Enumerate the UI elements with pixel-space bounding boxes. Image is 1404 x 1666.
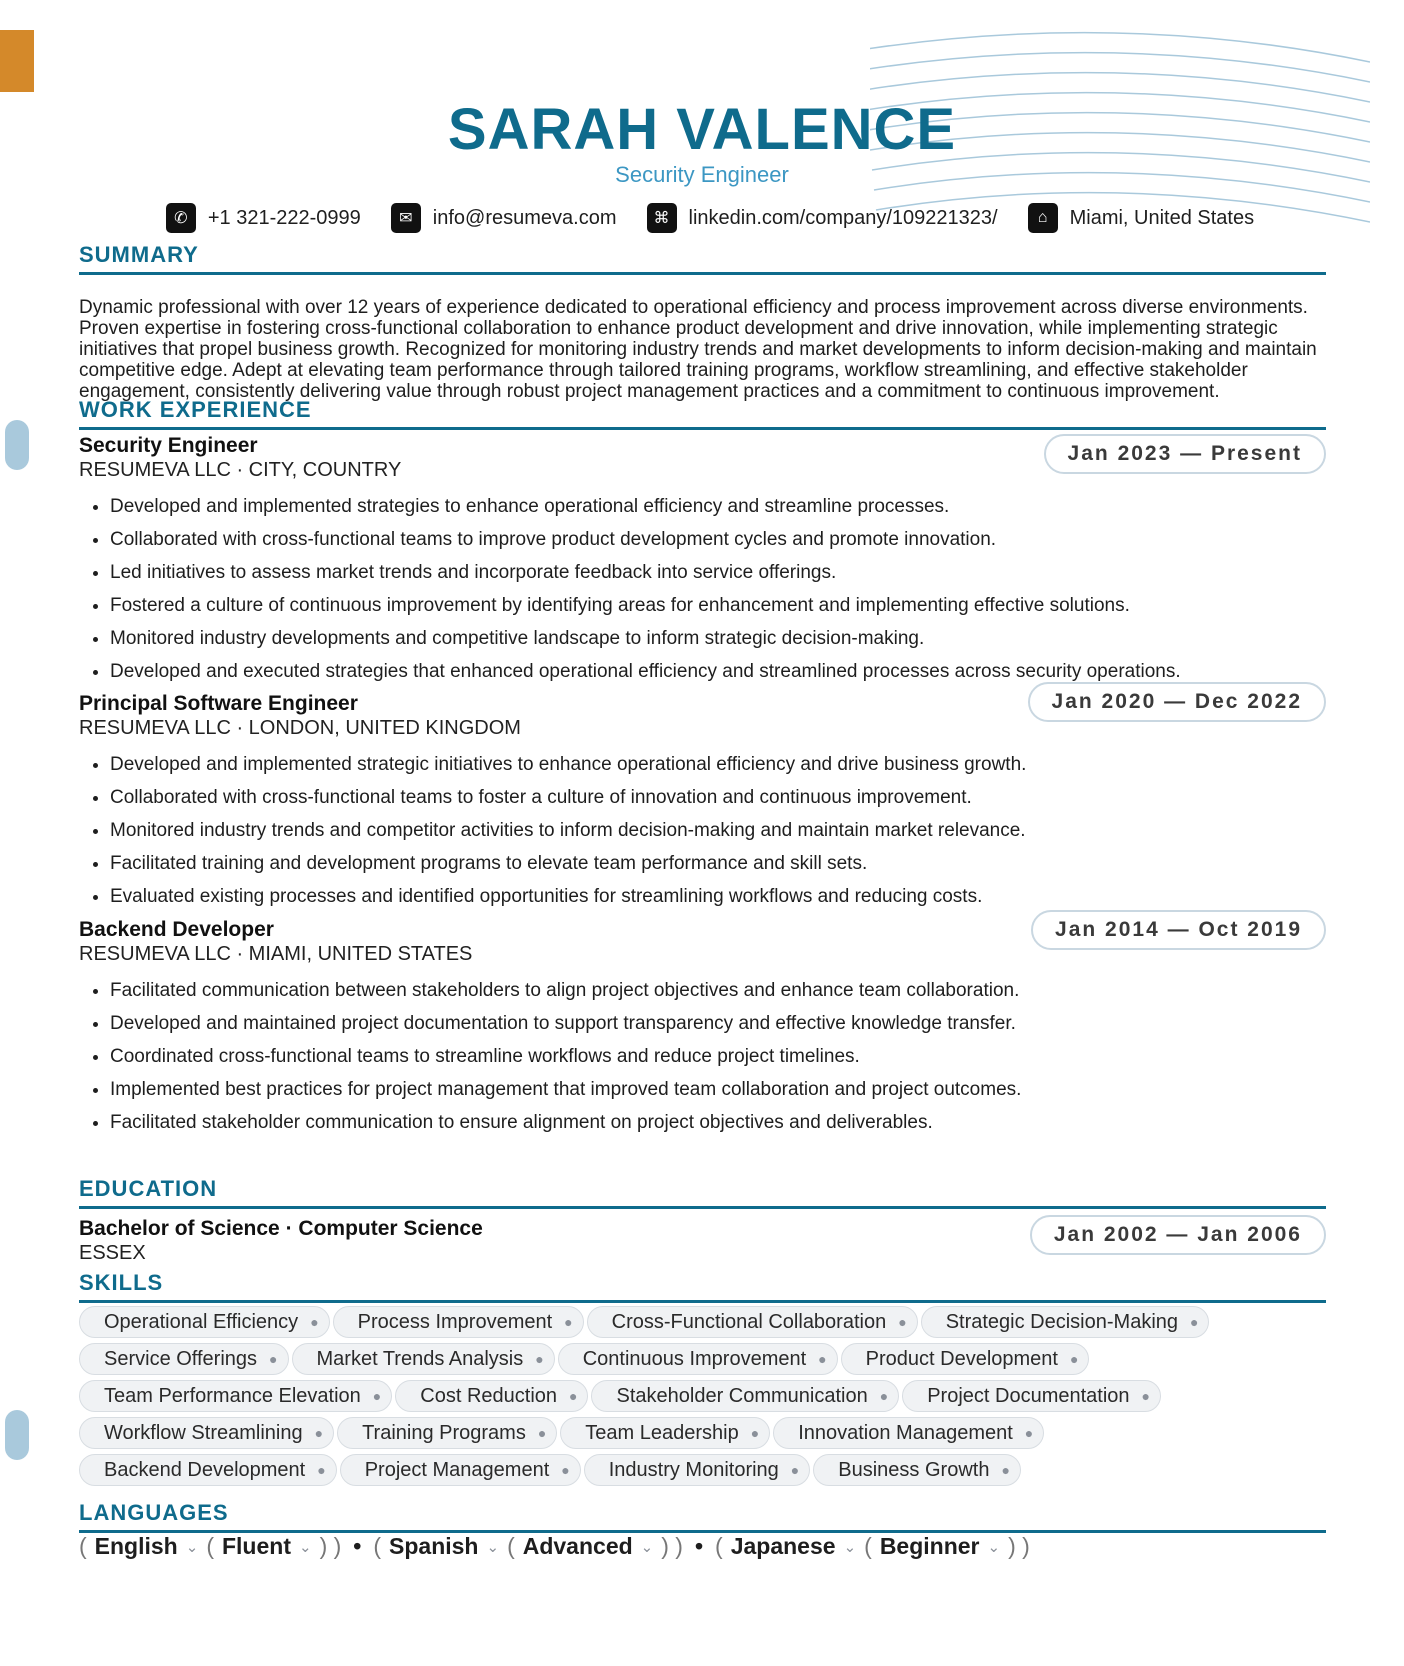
bullet-item: • Evaluated existing processes and identified opportunities for streamlining workflows and reducing costs. bbox=[110, 880, 1326, 913]
skill-label: Continuous Improvement bbox=[582, 1347, 807, 1370]
skill-chip bbox=[587, 1306, 918, 1338]
language-level: Advanced bbox=[522, 1533, 633, 1559]
bullet-item: • Collaborated with cross-functional teams to improve product development cycles and promote innovation. bbox=[110, 523, 1326, 556]
skill-label: Backend Development bbox=[104, 1458, 306, 1481]
skill-label: Strategic Decision-Making bbox=[945, 1310, 1179, 1333]
dot-icon: ● bbox=[564, 1314, 573, 1330]
chevron-down-icon: ⌄ bbox=[843, 1538, 857, 1556]
chevron-down-icon: ⌄ bbox=[640, 1538, 654, 1556]
summary-text: Dynamic professional with over 12 years of experience dedicated to operational efficiency and process improvement across diverse environments. Proven expertise in fostering cross-functional collaboration to enhance product development and drive innovation, while implementing strategic initiatives that propel business growth. Recognized for monitoring industry trends and market developments to inform decision-making and maintain competitive edge. Adept at elevating team performance through tailored training programs, workflow streamlining, and effective stakeholder engagement, consistently delivering value through robust project management practices and a commitment to continuous improvement. bbox=[79, 297, 1317, 402]
bullet-item: • Facilitated training and development programs to elevate team performance and skill sets. bbox=[110, 847, 1326, 880]
skill-label: Market Trends Analysis bbox=[316, 1347, 524, 1370]
section-title-skills: SKILLS bbox=[79, 1270, 1326, 1303]
skill-chip bbox=[79, 1454, 337, 1486]
skill-label: Training Programs bbox=[362, 1421, 526, 1444]
contact-email-text: info@resumeva.com bbox=[432, 206, 617, 229]
skills-section bbox=[79, 1270, 1326, 1303]
date-badge: Jan 2014 — Oct 2019 bbox=[1031, 910, 1326, 950]
languages-list: ( English ⌄ ( Fluent ⌄ ) ) • ( Spanish ⌄ ( Advanced ⌄ ) ) • ( Japanese ⌄ ( Beginner ⌄ ) ) bbox=[79, 1533, 1030, 1559]
bullet-item: • Developed and implemented strategic initiatives to enhance operational efficiency and drive business growth. bbox=[110, 748, 1326, 781]
skill-label: Team Performance Elevation bbox=[104, 1384, 361, 1407]
bullet-item: • Facilitated communication between stakeholders to align project objectives and enhance team collaboration. bbox=[110, 974, 1326, 1007]
chevron-down-icon: ⌄ bbox=[298, 1538, 312, 1556]
skill-label: Process Improvement bbox=[357, 1310, 553, 1333]
skill-chip bbox=[292, 1343, 555, 1375]
job-title: Security Engineer bbox=[79, 434, 258, 457]
job-entry bbox=[79, 692, 1326, 913]
job-bullets bbox=[79, 974, 1326, 1139]
skill-chip bbox=[558, 1343, 838, 1375]
dot-icon: ● bbox=[269, 1351, 278, 1367]
job-bullets bbox=[79, 490, 1326, 688]
skill-chip bbox=[79, 1343, 289, 1375]
bullet-item: • Coordinated cross-functional teams to streamline workflows and reduce project timelines. bbox=[110, 1040, 1326, 1073]
skill-chip bbox=[902, 1380, 1161, 1412]
skill-chip bbox=[773, 1417, 1044, 1449]
language-name: English bbox=[94, 1533, 178, 1559]
section-title-education: EDUCATION bbox=[79, 1176, 1326, 1209]
dot-icon: ● bbox=[561, 1462, 570, 1478]
skill-label: Business Growth bbox=[838, 1458, 990, 1481]
skill-chip bbox=[79, 1380, 392, 1412]
section-title-summary: SUMMARY bbox=[79, 242, 1326, 275]
work-section bbox=[79, 397, 1326, 430]
skill-label: Team Leadership bbox=[585, 1421, 739, 1444]
dot-icon: ● bbox=[1190, 1314, 1199, 1330]
candidate-name: SARAH VALENCE bbox=[447, 97, 957, 162]
dot-icon: ● bbox=[818, 1351, 827, 1367]
skill-label: Service Offerings bbox=[104, 1347, 258, 1370]
dot-icon: ● bbox=[317, 1462, 326, 1478]
skill-chip bbox=[584, 1454, 811, 1486]
skill-label: Cost Reduction bbox=[420, 1384, 558, 1407]
section-title-work: WORK EXPERIENCE bbox=[79, 397, 1326, 430]
contact-location-text: Miami, United States bbox=[1069, 206, 1255, 229]
skill-chip bbox=[333, 1306, 584, 1338]
separator-dot: • bbox=[694, 1533, 704, 1559]
dot-icon: ● bbox=[1001, 1462, 1010, 1478]
contact-phone-text: +1 321-222-0999 bbox=[207, 206, 361, 229]
school: ESSEX bbox=[79, 1242, 146, 1264]
education-section bbox=[79, 1176, 1326, 1209]
dot-icon: ● bbox=[898, 1314, 907, 1330]
skill-chip bbox=[841, 1343, 1090, 1375]
skill-chip bbox=[79, 1417, 334, 1449]
date-badge: Jan 2002 — Jan 2006 bbox=[1030, 1215, 1326, 1255]
side-marker bbox=[5, 420, 29, 470]
skill-label: Cross-Functional Collaboration bbox=[611, 1310, 887, 1333]
bullet-item: • Facilitated stakeholder communication to ensure alignment on project objectives and deliverables. bbox=[110, 1106, 1326, 1139]
phone-icon: ✆ bbox=[166, 203, 196, 233]
skill-row bbox=[79, 1343, 1326, 1375]
skill-chip bbox=[79, 1306, 330, 1338]
dot-icon: ● bbox=[750, 1425, 760, 1441]
separator-dot: • bbox=[353, 1533, 362, 1559]
contact-email[interactable] bbox=[391, 203, 617, 233]
skill-label: Project Documentation bbox=[927, 1384, 1130, 1407]
job-org: RESUMEVA LLC · MIAMI, UNITED STATES bbox=[79, 943, 473, 965]
skill-chip bbox=[560, 1417, 770, 1449]
job-bullets bbox=[79, 748, 1326, 913]
date-badge: Jan 2020 — Dec 2022 bbox=[1028, 682, 1326, 722]
dot-icon: ● bbox=[535, 1351, 544, 1367]
bullet-item: • Led initiatives to assess market trends and incorporate feedback into service offerings. bbox=[110, 556, 1326, 589]
dot-icon: ● bbox=[879, 1388, 889, 1404]
summary-section bbox=[79, 242, 1326, 275]
bullet-item: • Developed and executed strategies that enhanced operational efficiency and streamlined processes across security operations. bbox=[110, 655, 1326, 688]
dot-icon: ● bbox=[537, 1425, 547, 1441]
skill-label: Product Development bbox=[865, 1347, 1058, 1370]
degree: Bachelor of Science · Computer Science bbox=[79, 1217, 483, 1240]
skill-chip bbox=[395, 1380, 588, 1412]
job-entry bbox=[79, 918, 1326, 1139]
candidate-role: Security Engineer bbox=[615, 162, 789, 187]
language-name: Spanish bbox=[389, 1533, 479, 1559]
linkedin-icon: ⌘ bbox=[647, 203, 677, 233]
contact-bar bbox=[140, 203, 1280, 233]
contact-linkedin-text: linkedin.com/company/109221323/ bbox=[688, 206, 998, 229]
dot-icon: ● bbox=[569, 1388, 578, 1404]
arc-line bbox=[870, 53, 1370, 82]
dot-icon: ● bbox=[372, 1388, 382, 1404]
skill-chip bbox=[813, 1454, 1021, 1486]
job-entry bbox=[79, 434, 1326, 688]
contact-phone[interactable] bbox=[166, 203, 361, 233]
contact-location bbox=[1028, 203, 1255, 233]
dot-icon: ● bbox=[790, 1462, 800, 1478]
dot-icon: ● bbox=[1069, 1351, 1079, 1367]
skill-label: Industry Monitoring bbox=[608, 1458, 779, 1481]
skill-chip bbox=[921, 1306, 1210, 1338]
skill-label: Operational Efficiency bbox=[104, 1310, 299, 1333]
language-level: Beginner bbox=[879, 1533, 980, 1559]
bullet-item: • Fostered a culture of continuous improvement by identifying areas for enhancement and implementing effective solutions. bbox=[110, 589, 1326, 622]
skill-chip bbox=[340, 1454, 581, 1486]
location-icon: ⌂ bbox=[1028, 203, 1058, 233]
skill-row bbox=[79, 1306, 1326, 1338]
skill-row bbox=[79, 1417, 1326, 1449]
job-org: RESUMEVA LLC · LONDON, UNITED KINGDOM bbox=[79, 717, 521, 739]
chevron-down-icon: ⌄ bbox=[987, 1538, 1001, 1556]
skill-chip bbox=[337, 1417, 557, 1449]
bullet-item: • Monitored industry developments and competitive landscape to inform strategic decision-making. bbox=[110, 622, 1326, 655]
bullet-item: • Developed and implemented strategies to enhance operational efficiency and streamline processes. bbox=[110, 490, 1326, 523]
skill-label: Project Management bbox=[364, 1458, 550, 1481]
skill-row bbox=[79, 1380, 1326, 1412]
accent-tab bbox=[0, 30, 34, 92]
dot-icon: ● bbox=[310, 1314, 319, 1330]
arc-line bbox=[870, 33, 1370, 62]
bullet-item: • Developed and maintained project documentation to support transparency and effective knowledge transfer. bbox=[110, 1007, 1326, 1040]
language-level: Fluent bbox=[221, 1533, 291, 1559]
skill-chip bbox=[591, 1380, 899, 1412]
section-title-languages: LANGUAGES bbox=[79, 1500, 1326, 1533]
bullet-item: • Implemented best practices for project management that improved team collaboration and project outcomes. bbox=[110, 1073, 1326, 1106]
language-name: Japanese bbox=[730, 1533, 836, 1559]
job-title: Backend Developer bbox=[79, 918, 274, 941]
dot-icon: ● bbox=[314, 1425, 324, 1441]
email-icon: ✉ bbox=[391, 203, 421, 233]
skill-label: Stakeholder Communication bbox=[616, 1384, 868, 1407]
side-marker bbox=[5, 1410, 29, 1460]
chevron-down-icon: ⌄ bbox=[185, 1538, 199, 1556]
job-org: RESUMEVA LLC · CITY, COUNTRY bbox=[79, 459, 402, 481]
bullet-item: • Monitored industry trends and competitor activities to inform decision-making and maintain market relevance. bbox=[110, 814, 1326, 847]
languages-section bbox=[79, 1500, 1326, 1533]
dot-icon: ● bbox=[1024, 1425, 1034, 1441]
date-badge: Jan 2023 — Present bbox=[1044, 434, 1326, 474]
dot-icon: ● bbox=[1141, 1388, 1150, 1404]
skill-label: Workflow Streamlining bbox=[104, 1421, 303, 1444]
skills-list bbox=[79, 1306, 1326, 1491]
skill-row bbox=[79, 1454, 1326, 1486]
chevron-down-icon: ⌄ bbox=[486, 1538, 500, 1556]
skill-label: Innovation Management bbox=[798, 1421, 1013, 1444]
education-entry bbox=[79, 1217, 1326, 1265]
contact-linkedin[interactable] bbox=[647, 203, 998, 233]
bullet-item: • Collaborated with cross-functional teams to foster a culture of innovation and continuous improvement. bbox=[110, 781, 1326, 814]
job-title: Principal Software Engineer bbox=[79, 692, 358, 715]
